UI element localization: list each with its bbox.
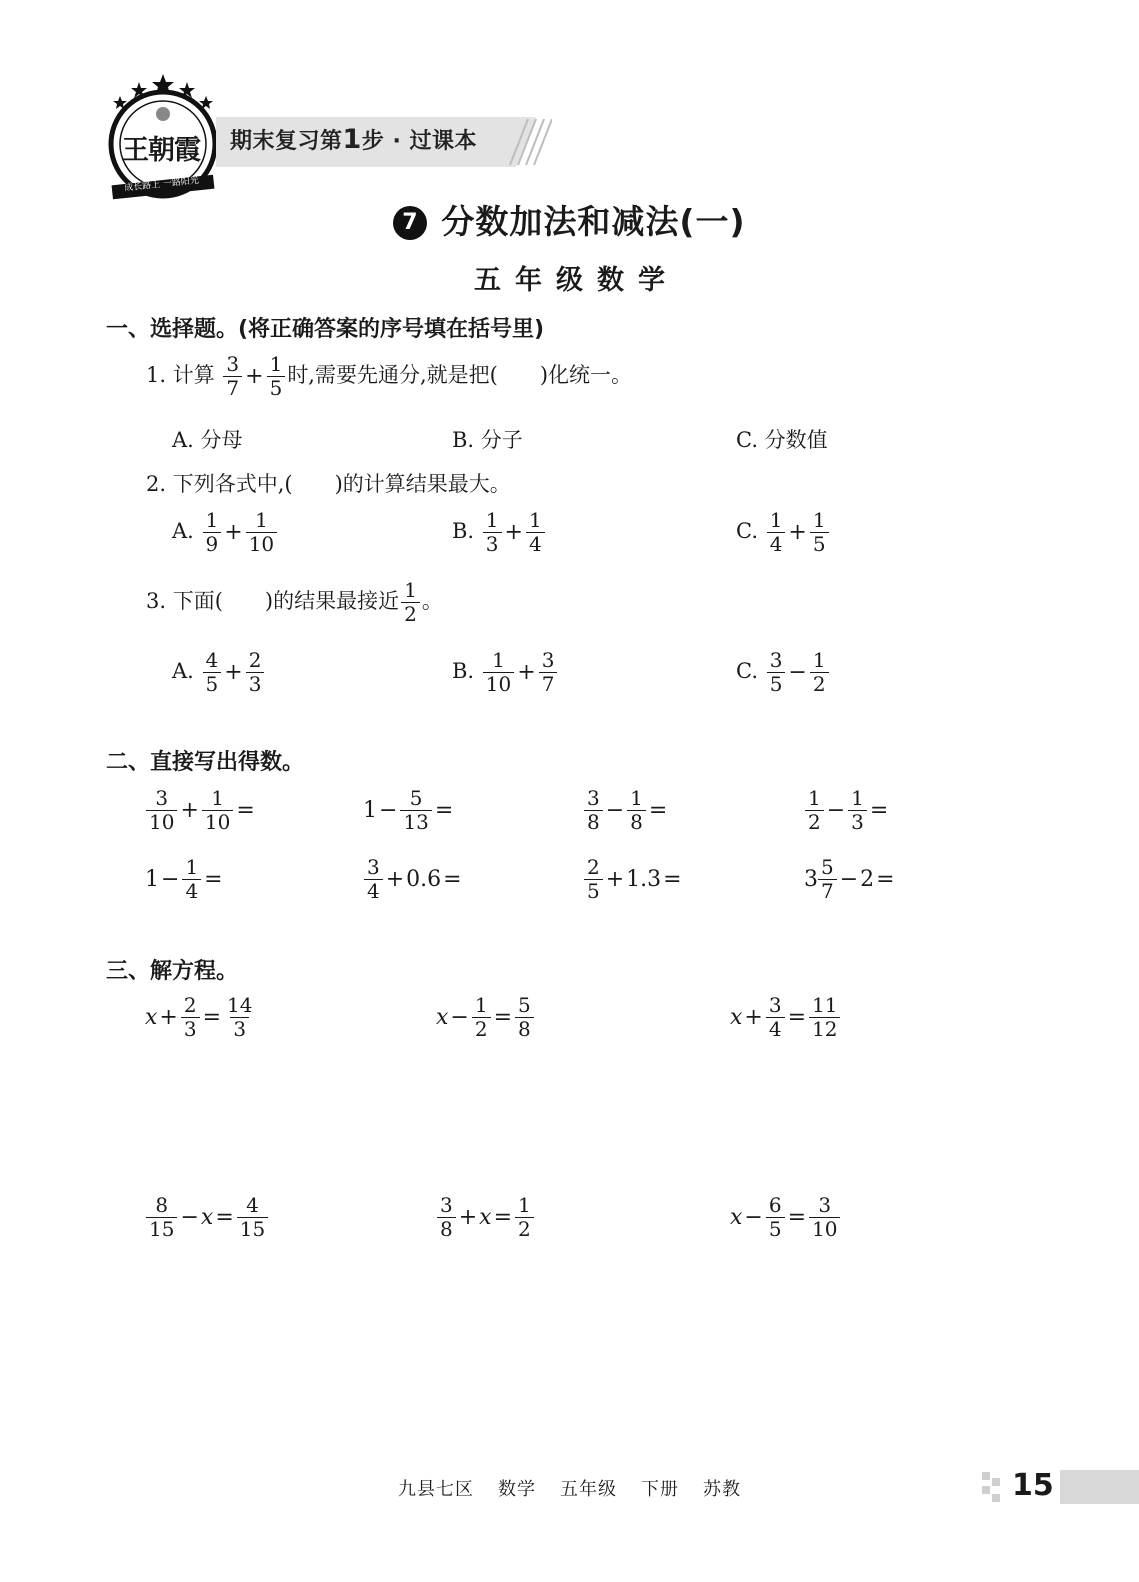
section-heading-choice: 一、选择题。(将正确答案的序号填在括号里) [106, 317, 545, 342]
q1-option-a: A. 分母 [172, 428, 243, 452]
fraction: $\frac{3}{7}$ [223, 354, 242, 399]
direct-item: $\frac{3}{4}$ +0.6= [362, 857, 463, 902]
direct-item: $\frac{3}{10}$ + $\frac{1}{10}$ = [144, 788, 256, 833]
q1-option-c: C. 分数值 [736, 428, 828, 452]
question-3: 3. 下面( )的结果最接近 $\frac{1}{2}$ 。 [146, 578, 443, 626]
direct-item: 3 $\frac{5}{7}$ −2= [804, 855, 895, 903]
section-heading-direct: 二、直接写出得数。 [106, 750, 305, 775]
equation-item: x+ $\frac{2}{3}$ = $\frac{14}{3}$ [145, 993, 253, 1041]
page-corner-decoration [982, 1472, 1006, 1504]
direct-item: 1− $\frac{5}{13}$ = [363, 786, 454, 834]
banner-title: 期末复习第1步 · 过课本 [230, 124, 477, 155]
brand-logo [104, 72, 222, 200]
section-heading-equations: 三、解方程。 [106, 959, 239, 984]
equation-item: x− $\frac{6}{5}$ = $\frac{3}{10}$ [729, 1195, 842, 1240]
logo-text: 王朝霞 [122, 135, 200, 166]
direct-item: $\frac{2}{5}$ +1.3= [582, 857, 683, 902]
page-subtitle: 五年级数学 [474, 265, 679, 296]
question-1: 1. 计算 $\frac{3}{7}$ + $\frac{1}{5}$ 时,需要先通分,就是把( )化统一。 [146, 352, 633, 400]
unit-number-badge: 7 [393, 206, 427, 240]
fraction: $\frac{1}{5}$ [267, 354, 286, 399]
q3-option-b: B. $\frac{1}{10}$ + $\frac{3}{7}$ [452, 650, 559, 695]
question-2: 2. 下列各式中,( )的计算结果最大。 [146, 472, 511, 496]
equation-item: $\frac{3}{8}$ +x= $\frac{1}{2}$ [435, 1195, 536, 1240]
direct-item: 1− $\frac{1}{4}$ = [145, 855, 223, 903]
page-number: 15 [1012, 1468, 1054, 1503]
q1-option-b: B. 分子 [452, 428, 523, 452]
unit-title-text: 分数加法和减法(一) [441, 202, 746, 241]
direct-item: $\frac{3}{8}$ − $\frac{1}{8}$ = [582, 788, 668, 833]
q3-option-c: C. $\frac{3}{5}$ − $\frac{1}{2}$ [736, 650, 831, 695]
equation-item: x− $\frac{1}{2}$ = $\frac{5}{8}$ [435, 995, 536, 1040]
unit-title [0, 196, 1139, 243]
q2-option-a: A. $\frac{1}{9}$ + $\frac{1}{10}$ [172, 510, 279, 555]
page-number-bar [1060, 1470, 1139, 1504]
logo-ribbon: 成长路上 一路阳光 [123, 175, 200, 194]
footer-info: 九县七区 数学 五年级 下册 苏教 [398, 1479, 741, 1500]
q2-option-c: C. $\frac{1}{4}$ + $\frac{1}{5}$ [736, 510, 831, 555]
equation-item: $\frac{8}{15}$ −x= $\frac{4}{15}$ [144, 1195, 270, 1240]
q2-option-b: B. $\frac{1}{3}$ + $\frac{1}{4}$ [452, 510, 547, 555]
direct-item: $\frac{1}{2}$ − $\frac{1}{3}$ = [803, 788, 889, 833]
equation-item: x+ $\frac{3}{4}$ = $\frac{11}{12}$ [729, 995, 842, 1040]
q3-option-a: A. $\frac{4}{5}$ + $\frac{2}{3}$ [172, 650, 266, 695]
